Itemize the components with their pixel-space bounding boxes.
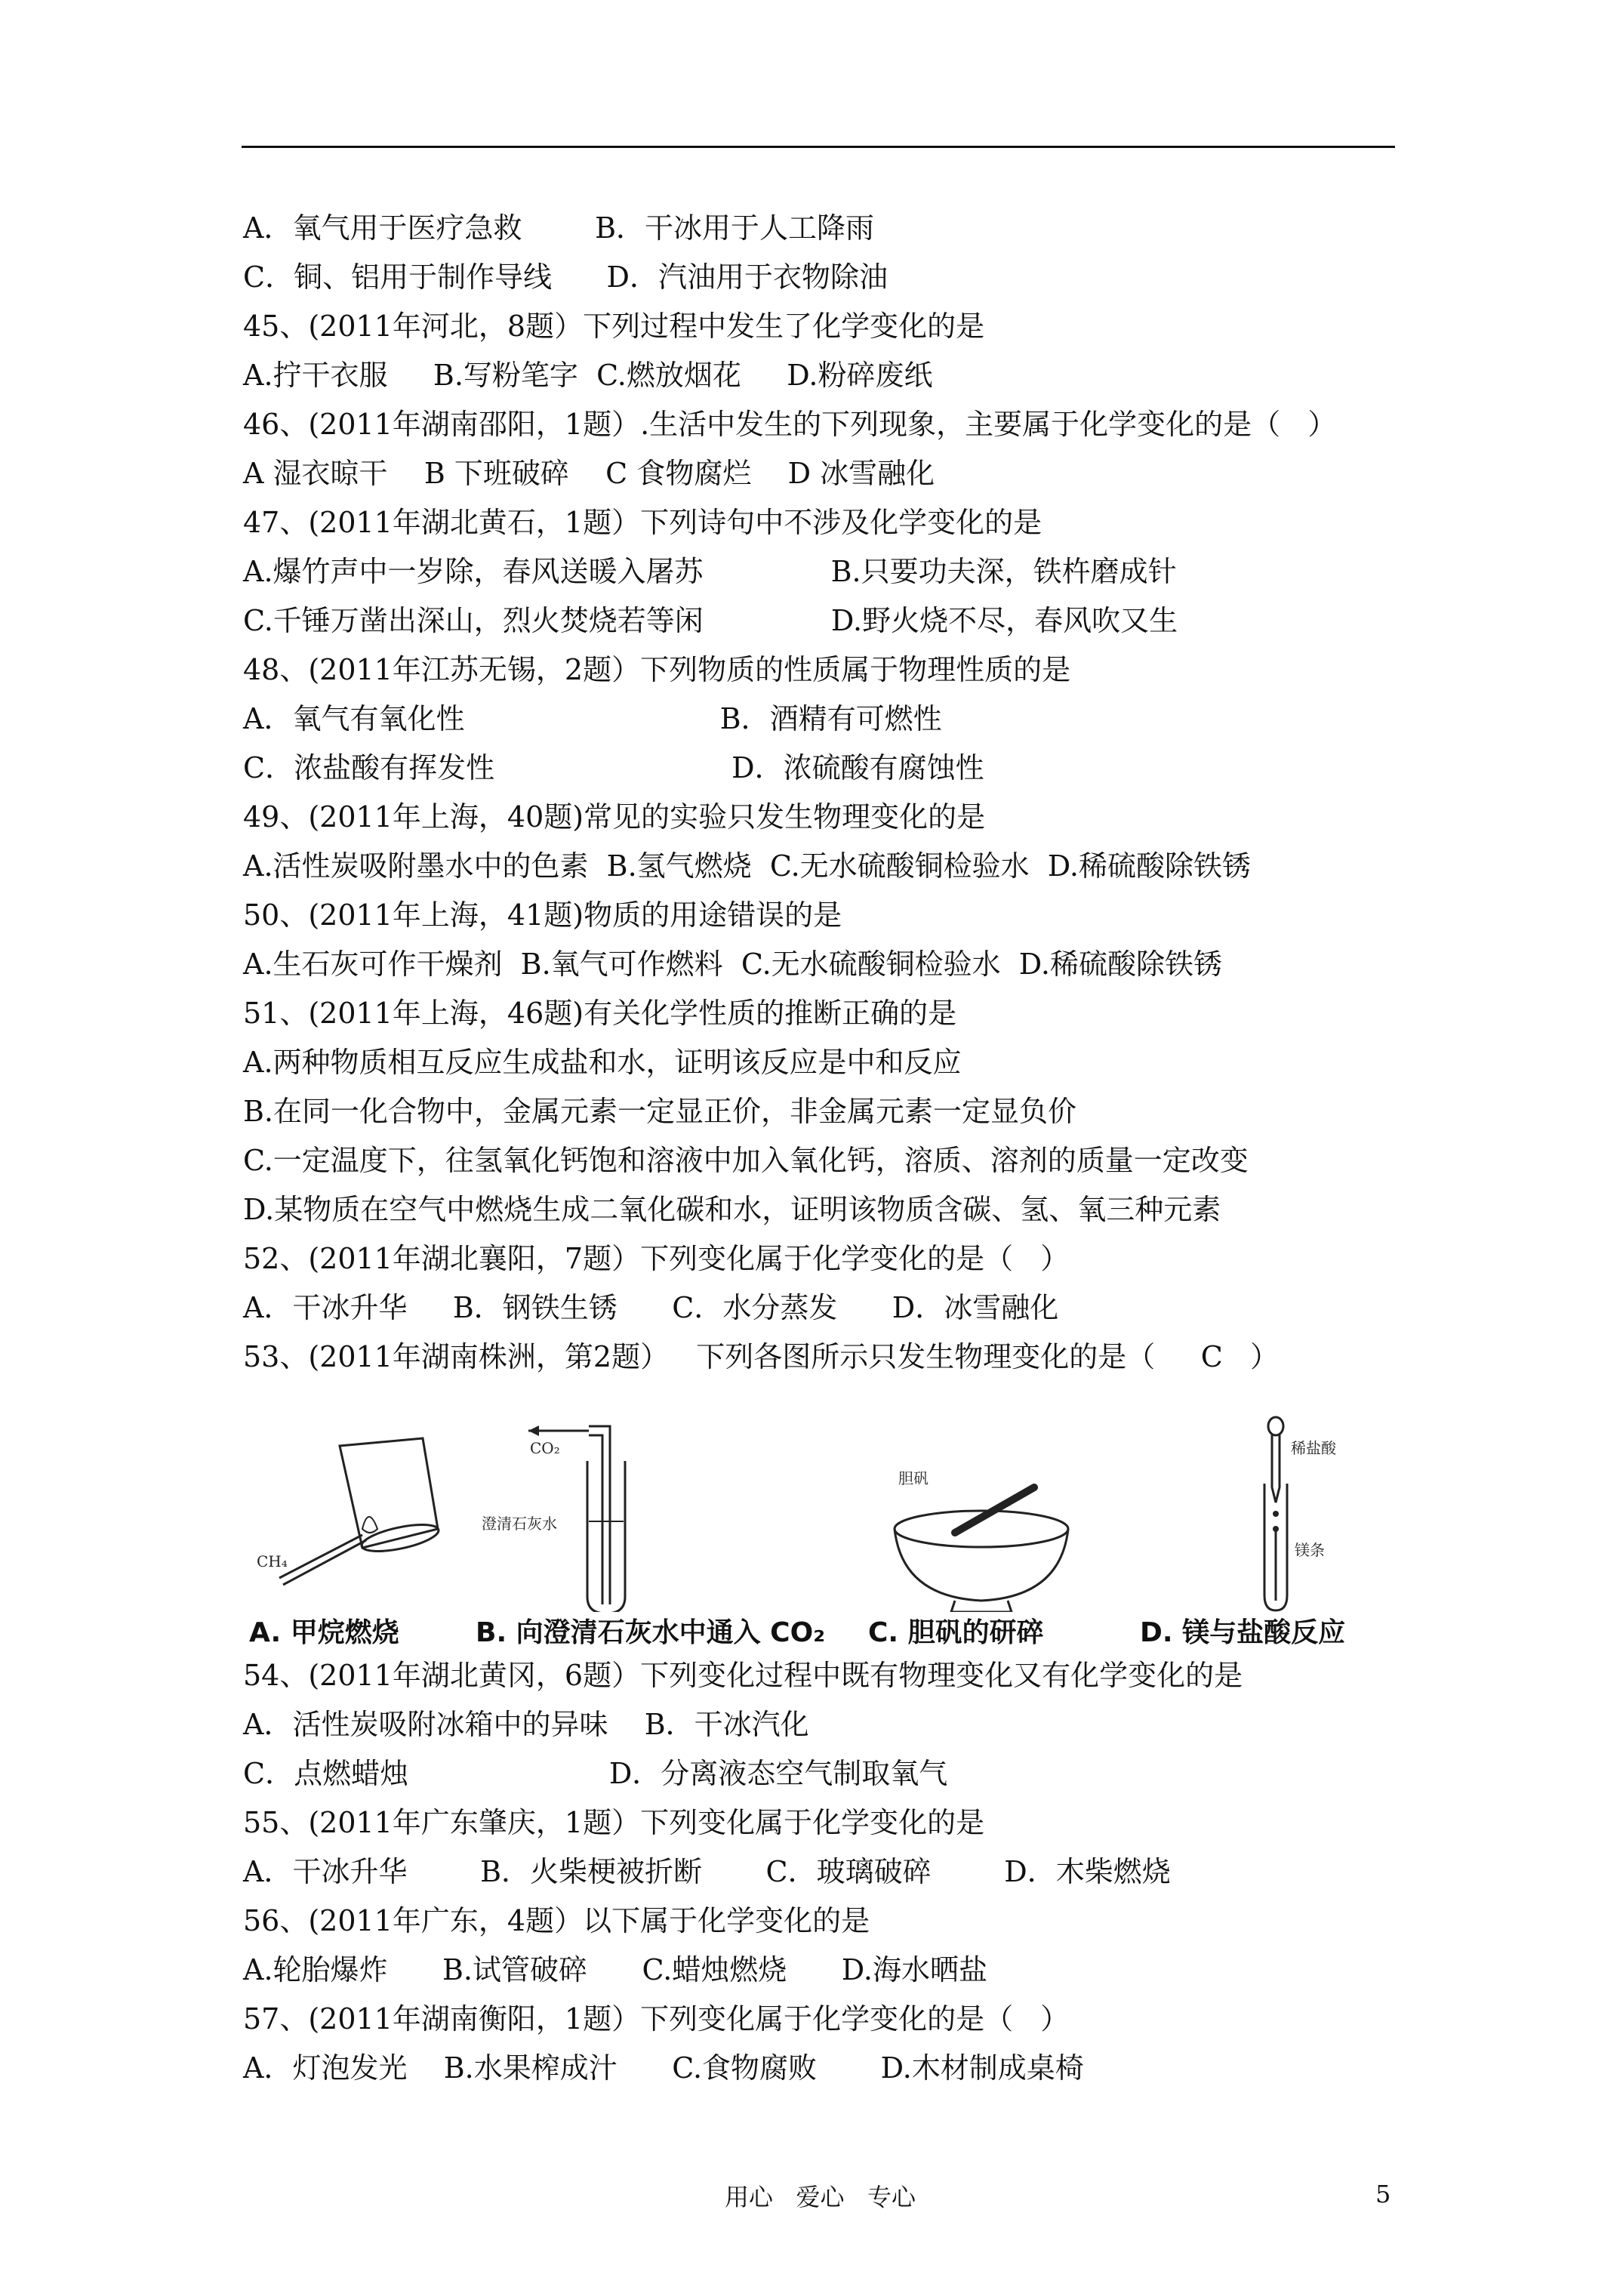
text-line: A.生石灰可作干燥剂 B.氧气可作燃料 C.无水硫酸铜检验水 D.稀硫酸除铁锈 (243, 948, 1222, 981)
header-rule (242, 146, 1395, 148)
question-49: 49、(2011年上海，40题)常见的实验只发生物理变化的是 (243, 800, 986, 834)
question-52: 52、(2011年湖北襄阳，7题）下列变化属于化学变化的是（ ） (243, 1242, 1070, 1275)
question-51: 51、(2011年上海，46题)有关化学性质的推断正确的是 (243, 997, 957, 1030)
page-number: 5 (1375, 2180, 1391, 2208)
figure-b-liquid-label: 澄清石灰水 (482, 1515, 557, 1533)
text-line: A．干冰升华 B．火柴梗被折断 C．玻璃破碎 D．木柴燃烧 (243, 1855, 1171, 1888)
text-line: B.在同一化合物中，金属元素一定显正价，非金属元素一定显负价 (243, 1095, 1077, 1128)
figure-b-gas-label: CO₂ (530, 1439, 560, 1457)
text-line: A.拧干衣服 B.写粉笔字 C.燃放烟花 D.粉碎废纸 (243, 359, 933, 392)
question-50: 50、(2011年上海，41题)物质的用途错误的是 (243, 898, 842, 932)
question-53: 53、(2011年湖南株洲，第2题） 下列各图所示只发生物理变化的是（ C ） (243, 1340, 1280, 1373)
co2-limewater-illustration (476, 1416, 823, 1612)
question-45: 45、(2011年河北，8题）下列过程中发生了化学变化的是 (243, 310, 985, 343)
text-line: A．活性炭吸附冰箱中的异味 B．干冰汽化 (243, 1708, 809, 1741)
figure-a-caption: A. 甲烷燃烧 (249, 1617, 399, 1648)
figure-d-acid-label: 稀盐酸 (1291, 1439, 1336, 1457)
text-line: A．干冰升华 B．钢铁生锈 C．水分蒸发 D．冰雪融化 (243, 1291, 1059, 1324)
methane-burning-illustration (249, 1416, 476, 1612)
figure-c (868, 1416, 1117, 1650)
question-54: 54、(2011年湖北黄冈，6题）下列变化过程中既有物理变化又有化学变化的是 (243, 1659, 1243, 1692)
figure-b-caption: B. 向澄清石灰水中通入 CO₂ (476, 1617, 825, 1648)
figure-d-metal-label: 镁条 (1295, 1541, 1325, 1559)
text-line: A 湿衣晾干 B 下班破碎 C 食物腐烂 D 冰雪融化 (243, 457, 935, 490)
figure-c-caption: C. 胆矾的研碎 (868, 1617, 1044, 1648)
mortar-pestle-illustration (868, 1416, 1117, 1612)
text-line: D.某物质在空气中燃烧生成二氧化碳和水，证明该物质含碳、氢、氧三种元素 (243, 1193, 1221, 1226)
text-line: A．氧气有氧化性 B．酒精有可燃性 (243, 702, 942, 735)
text-line: C．铜、铝用于制作导线 D．汽油用于衣物除油 (243, 260, 888, 294)
question-48: 48、(2011年江苏无锡，2题）下列物质的性质属于物理性质的是 (243, 653, 1071, 686)
figure-d (1140, 1416, 1412, 1650)
text-line: A.活性炭吸附墨水中的色素 B.氢气燃烧 C.无水硫酸铜检验水 D.稀硫酸除铁锈 (243, 849, 1251, 883)
text-line: A．灯泡发光 B.水果榨成汁 C.食物腐败 D.木材制成桌椅 (243, 2051, 1084, 2085)
text-line: A.轮胎爆炸 B.试管破碎 C.蜡烛燃烧 D.海水晒盐 (243, 1953, 987, 1986)
question-56: 56、(2011年广东，4题）以下属于化学变化的是 (243, 1904, 870, 1937)
text-line: A．氧气用于医疗急救 B．干冰用于人工降雨 (243, 211, 875, 245)
text-line: A.两种物质相互反应生成盐和水，证明该反应是中和反应 (243, 1046, 962, 1079)
figure-d-caption: D. 镁与盐酸反应 (1140, 1617, 1346, 1648)
text-line: C.千锤万凿出深山，烈火焚烧若等闲 D.野火烧不尽，春风吹又生 (243, 604, 1178, 637)
magnesium-acid-illustration (1140, 1416, 1412, 1612)
question-55: 55、(2011年广东肇庆，1题）下列变化属于化学变化的是 (243, 1806, 985, 1839)
figure-a (249, 1416, 476, 1650)
experiment-figures (249, 1416, 1412, 1650)
question-57: 57、(2011年湖南衡阳，1题）下列变化属于化学变化的是（ ） (243, 2002, 1070, 2036)
figure-c-label: 胆矾 (898, 1469, 929, 1487)
text-line: C．浓盐酸有挥发性 D．浓硫酸有腐蚀性 (243, 751, 984, 784)
figure-a-label: CH₄ (257, 1552, 288, 1570)
question-46: 46、(2011年湖南邵阳，1题）.生活中发生的下列现象，主要属于化学变化的是（ ） (243, 408, 1337, 441)
figure-b (476, 1416, 823, 1650)
footer-motto: 用心 爱心 专心 (725, 2183, 916, 2211)
question-47: 47、(2011年湖北黄石，1题）下列诗句中不涉及化学变化的是 (243, 506, 1042, 539)
text-line: A.爆竹声中一岁除，春风送暖入屠苏 B.只要功夫深，铁杵磨成针 (243, 555, 1177, 588)
text-line: C.一定温度下，往氢氧化钙饱和溶液中加入氧化钙，溶质、溶剂的质量一定改变 (243, 1144, 1249, 1177)
text-line: C．点燃蜡烛 D．分离液态空气制取氧气 (243, 1757, 948, 1790)
